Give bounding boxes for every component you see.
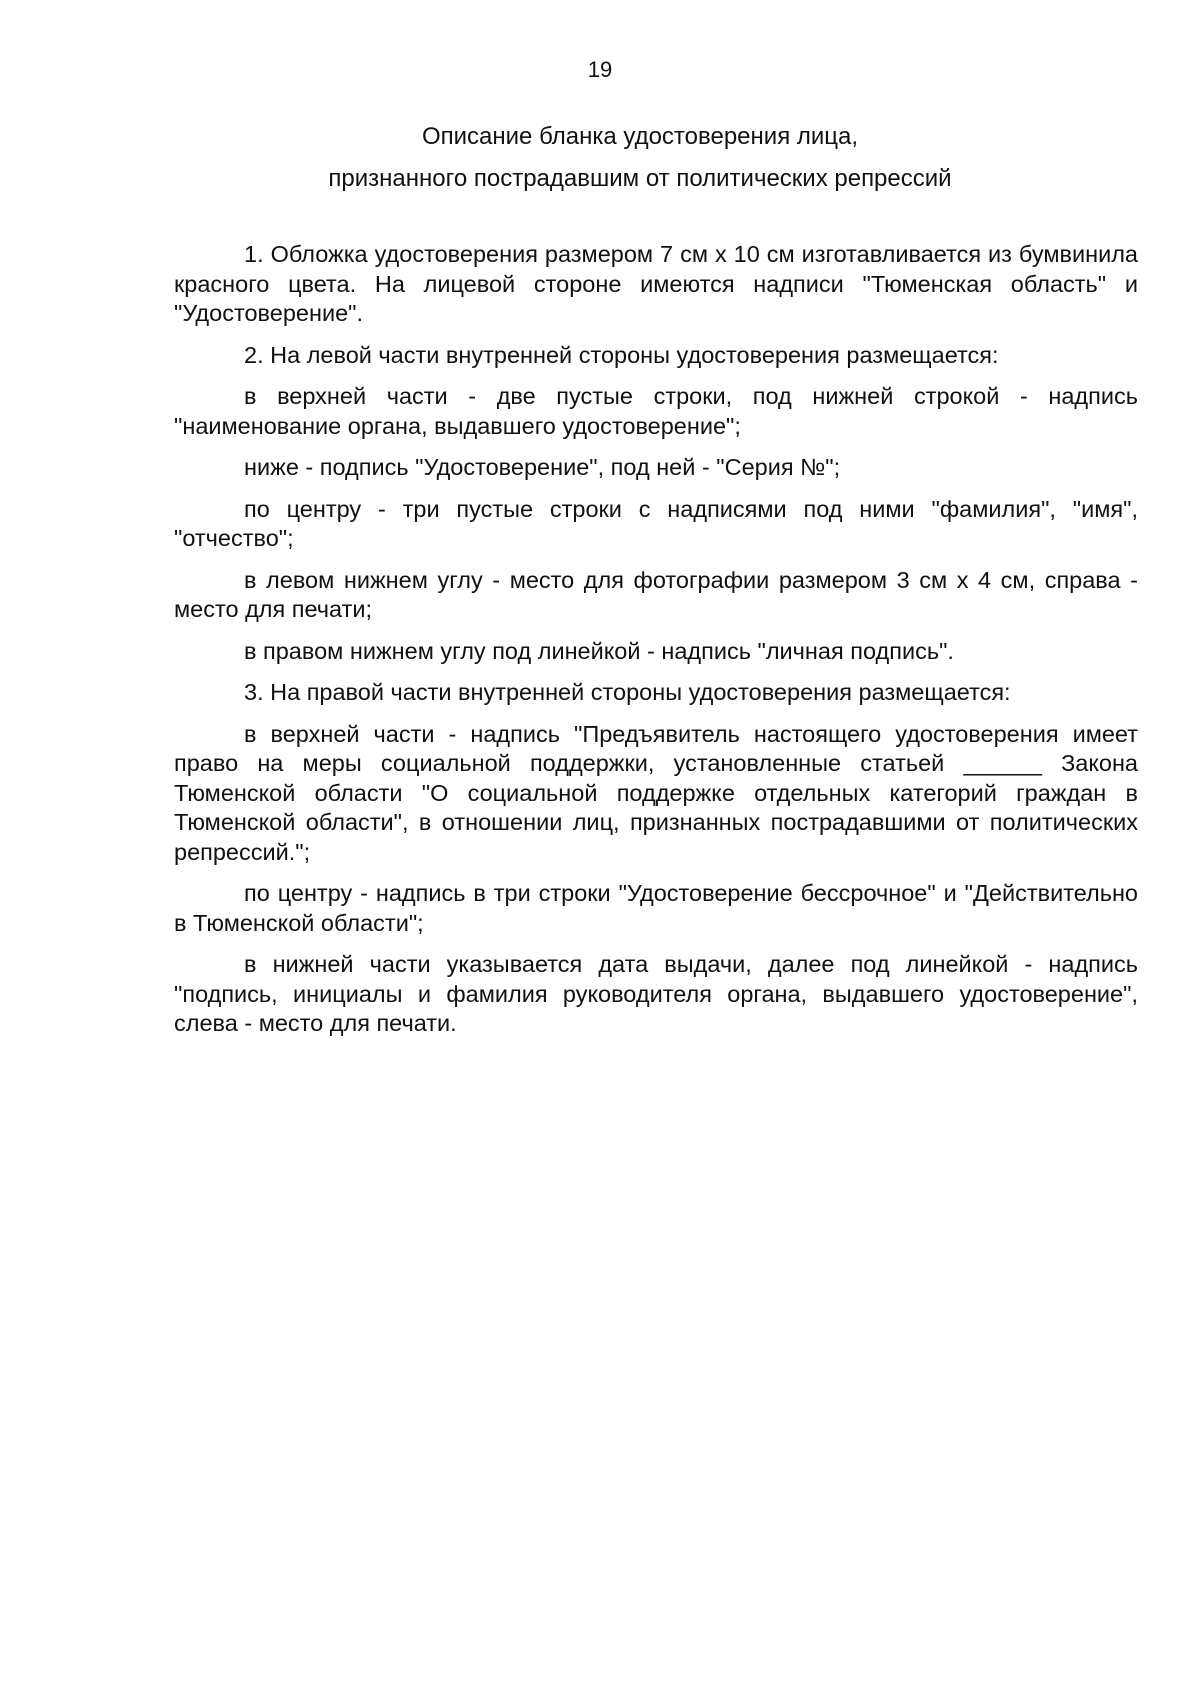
paragraph-cover: 1. Обложка удостоверения размером 7 см x 10 см изготавливается из бумвинила красного цвета. На лицевой стороне имеются надписи "Тюменская область" и "Удостоверение". (174, 241, 1138, 326)
paragraph-left-series: ниже - подпись "Удостоверение", под ней - "Серия №"; (244, 454, 841, 480)
document-title (160, 116, 1120, 200)
paragraph-left-photo: в левом нижнем углу - место для фотографии размером 3 см x 4 см, справа - место для печати; (174, 566, 1138, 622)
paragraph-left-signature: в правом нижнем углу под линейкой - надпись "личная подпись". (244, 637, 954, 664)
title-line-1: Описание бланка удостоверения лица, (421, 123, 859, 150)
paragraph-right-center: по центру - надпись в три строки "Удостоверение бессрочное" и "Действительно в Тюменской области"; (174, 880, 1138, 936)
paragraph-right-side-heading: 3. На правой части внутренней стороны удостоверения размещается: (244, 679, 1011, 705)
paragraph-right-top: в верхней части - надпись "Предъявитель настоящего удостоверения имеет право на меры социальной поддержки, установленные статьей ______ Закона Тюменской области "О социальной поддержке отдельных категорий граждан в Тюменской области", в отношении лиц, признанных пострадавшими от политических репрессий."; (174, 720, 1138, 865)
paragraph-left-side-heading: 2. На левой части внутренней стороны удостоверения размещается: (244, 341, 999, 368)
title-line-2: признанного пострадавшим от политических репрессий (328, 165, 952, 192)
page-number: 19 (587, 57, 613, 82)
paragraph-left-center: по центру - три пустые строки с надписями под ними "фамилия", "имя", "отчество"; (174, 495, 1138, 551)
paragraph-right-bottom: в нижней части указывается дата выдачи, далее под линейкой - надпись "подпись, инициалы и фамилия руководителя органа, выдавшего удостоверение", слева - место для печати. (174, 951, 1138, 1036)
document-body (174, 240, 1138, 1051)
paragraph-left-top: в верхней части - две пустые строки, под нижней строкой - надпись "наименование органа, выдавшего удостоверение"; (174, 383, 1138, 439)
